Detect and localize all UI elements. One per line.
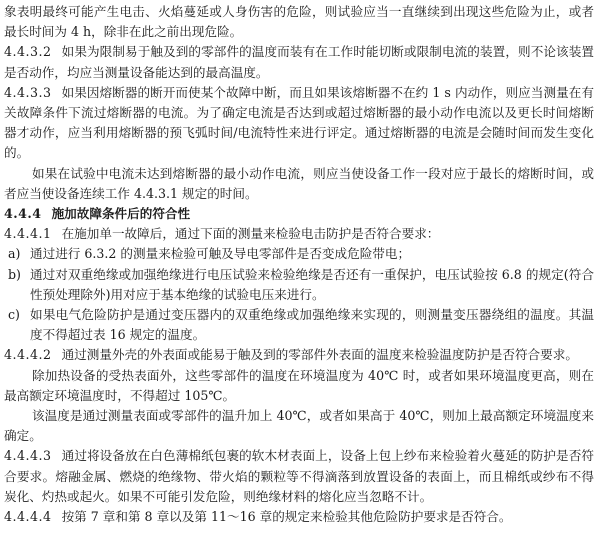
paragraph-temperature-limit: 除加热设备的受热表面外，这些零部件的温度在环境温度为 40℃ 时，或者如果环境温度更高，则在最高额定环境温度时，不得超过 105℃。 [4, 367, 594, 403]
list-marker: b) [8, 266, 21, 282]
list-item-text: 通过对双重绝缘或加强绝缘进行电压试验来检验绝缘是否还有一重保护，电压试验按 6.8 的规定(符合性预处理除外)用对应于基本绝缘的试验电压来进行。 [30, 266, 594, 302]
clause-4-4-3-3 [4, 83, 594, 164]
clause-number: 4.4.4.1 [4, 226, 52, 242]
clause-number: 4.4.4.4 [4, 509, 52, 525]
section-heading-4-4-4 [4, 204, 594, 224]
clause-number: 4.4.4.3 [4, 448, 52, 464]
clause-number: 4.4.4.2 [4, 347, 52, 363]
clause-text: 通过测量外壳的外表面或能易于触及到的零部件外表面的温度来检验温度防护是否符合要求。 [61, 347, 578, 363]
paragraph-temperature-rise: 该温度是通过测量表面或零部件的温升加上 40℃，或者如果高于 40℃，则加上最高额定环境温度来确定。 [4, 408, 594, 444]
clause-text: 如果为限制易于触及到的零部件的温度而装有在工作时能切断或限制电流的装置，则不论该装置是否动作，均应当测量设备能达到的最高温度。 [4, 44, 594, 80]
list-item-text: 如果电气危险防护是通过变压器内的双重绝缘或加强绝缘来实现的，则测量变压器绕组的温度。其温度不得超过表 16 规定的温度。 [30, 307, 594, 343]
paragraph-continued: 象表明最终可能产生电击、火焰蔓延或人身伤害的危险，则试验应当一直继续到出现这些危险为止，或者最长时间为 4 h，除非在此之前出现危险。 [4, 4, 594, 40]
list-item-b [4, 265, 594, 305]
clause-number: 4.4.3.2 [4, 44, 52, 60]
list-item-a [4, 244, 594, 264]
clause-4-4-4-2 [4, 345, 594, 365]
section-number: 4.4.4 [4, 206, 42, 222]
clause-4-4-4-4 [4, 507, 594, 527]
clause-text: 在施加单一故障后，通过下面的测量来检验电击防护是否符合要求： [61, 226, 440, 242]
section-title: 施加故障条件后的符合性 [51, 206, 191, 222]
paragraph-fuse-current: 如果在试验中电流未达到熔断器的最小动作电流，则应当使设备工作一段对应于最长的熔断时间，或者应当使设备连续工作 4.4.3.1 规定的时间。 [4, 165, 594, 201]
clause-4-4-3-2 [4, 42, 594, 82]
clause-text: 按第 7 章和第 8 章以及第 11～16 章的规定来检验其他危险防护要求是否符合。 [61, 509, 512, 525]
list-item-text: 通过进行 6.3.2 的测量来检验可触及导电零部件是否变成危险带电； [30, 246, 411, 262]
clause-4-4-4-3 [4, 446, 594, 507]
clause-4-4-4-1 [4, 224, 594, 244]
clause-text: 通过将设备放在白色薄棉纸包裹的软木材表面上，设备上包上纱布来检验着火蔓延的防护是否符合要求。熔融金属、燃烧的绝缘物、带火焰的颗粒等不得滴落到放置设备的表面上，而且棉纸或纱布不得炭化、灼热或起火。如果不可能引发危险，则绝缘材料的熔化应当忽略不计。 [4, 448, 594, 504]
clause-text: 如果因熔断器的断开而使某个故障中断，而且如果该熔断器不在约 1 s 内动作，则应当测量在有关故障条件下流过熔断器的电流。为了确定电流是否达到或超过熔断器的最小动作电流以及更长时间熔断器才动作，应当利用熔断器的预飞弧时间/电流特性来进行评定。通过熔断器的电流是会随时间而发生变化的。 [4, 84, 594, 161]
list-marker: a) [8, 246, 21, 262]
clause-number: 4.4.3.3 [4, 84, 52, 100]
list-marker: c) [8, 307, 20, 323]
list-item-c [4, 305, 594, 345]
